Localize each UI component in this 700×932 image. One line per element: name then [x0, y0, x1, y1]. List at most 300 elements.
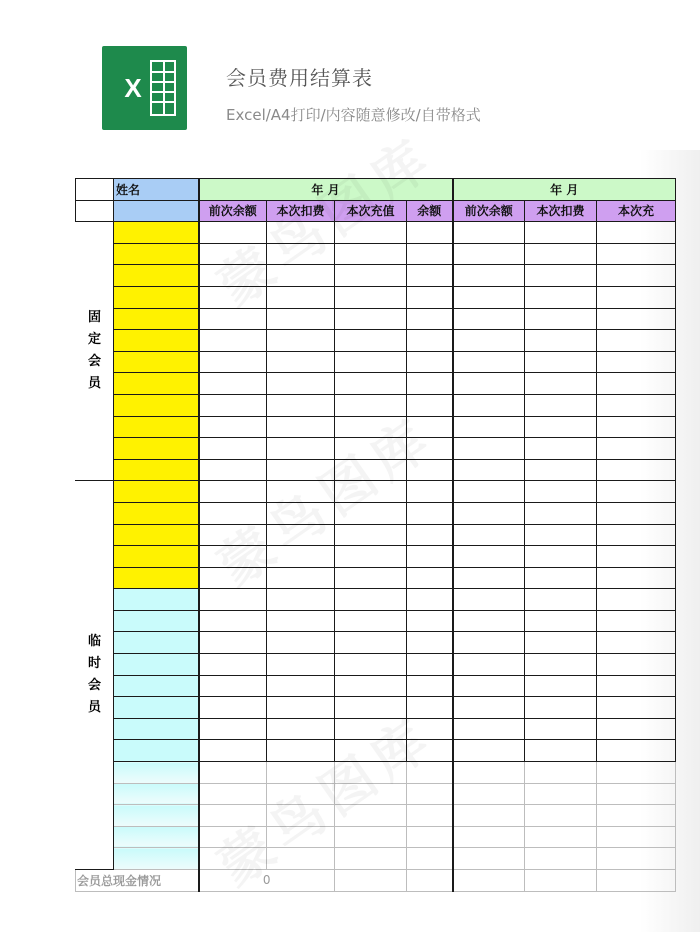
sub-header-prev-balance-2: 前次余额 [453, 200, 525, 222]
data-cell[interactable] [407, 762, 453, 784]
data-cell[interactable] [199, 524, 267, 546]
data-cell[interactable] [525, 286, 597, 308]
data-cell[interactable] [335, 697, 407, 719]
data-cell[interactable] [407, 740, 453, 762]
data-cell[interactable] [407, 416, 453, 438]
data-cell[interactable] [199, 373, 267, 395]
data-cell[interactable] [267, 243, 335, 265]
data-cell[interactable] [407, 394, 453, 416]
member-name-cell[interactable] [114, 610, 199, 632]
table-row [76, 697, 676, 719]
table-row [76, 546, 676, 568]
data-cell[interactable] [407, 351, 453, 373]
data-cell[interactable] [407, 783, 453, 805]
table-row [76, 654, 676, 676]
data-cell[interactable] [199, 654, 267, 676]
data-cell[interactable] [335, 459, 407, 481]
data-cell[interactable] [525, 697, 597, 719]
data-cell[interactable] [525, 265, 597, 287]
data-cell[interactable] [525, 610, 597, 632]
data-cell[interactable] [597, 610, 676, 632]
member-name-cell[interactable] [114, 740, 199, 762]
data-cell[interactable] [267, 567, 335, 589]
data-cell[interactable] [335, 783, 407, 805]
data-cell[interactable] [335, 567, 407, 589]
member-name-cell[interactable] [114, 783, 199, 805]
data-cell[interactable] [597, 243, 676, 265]
data-cell[interactable] [453, 416, 525, 438]
summary-row [76, 870, 676, 892]
data-cell[interactable] [453, 848, 525, 870]
data-cell[interactable] [199, 308, 267, 330]
data-cell[interactable] [267, 222, 335, 244]
data-cell[interactable] [199, 394, 267, 416]
data-cell[interactable] [199, 459, 267, 481]
data-cell[interactable] [597, 697, 676, 719]
data-cell[interactable] [597, 762, 676, 784]
summary-cell [407, 870, 453, 892]
data-cell[interactable] [335, 394, 407, 416]
month-header-2: 年 月 [453, 179, 676, 201]
data-cell[interactable] [267, 546, 335, 568]
data-cell[interactable] [407, 718, 453, 740]
data-cell[interactable] [199, 805, 267, 827]
data-cell[interactable] [453, 394, 525, 416]
excel-grid-icon [150, 60, 176, 116]
data-cell[interactable] [199, 848, 267, 870]
data-cell[interactable] [597, 718, 676, 740]
name-header: 姓名 [114, 179, 199, 201]
member-name-cell[interactable] [114, 394, 199, 416]
data-cell[interactable] [335, 438, 407, 460]
data-cell[interactable] [597, 416, 676, 438]
data-cell[interactable] [335, 848, 407, 870]
data-cell[interactable] [267, 524, 335, 546]
data-cell[interactable] [199, 438, 267, 460]
group-fixed-char: 员 [87, 376, 101, 392]
data-cell[interactable] [597, 632, 676, 654]
data-cell[interactable] [525, 308, 597, 330]
header-row-2 [76, 200, 676, 222]
table-row [76, 762, 676, 784]
data-cell[interactable] [597, 330, 676, 352]
data-cell[interactable] [407, 697, 453, 719]
data-cell[interactable] [407, 265, 453, 287]
data-cell[interactable] [525, 373, 597, 395]
data-cell[interactable] [407, 330, 453, 352]
data-cell[interactable] [597, 265, 676, 287]
data-cell[interactable] [407, 286, 453, 308]
data-cell[interactable] [199, 675, 267, 697]
member-name-cell[interactable] [114, 654, 199, 676]
table-row [76, 373, 676, 395]
data-cell[interactable] [597, 567, 676, 589]
data-cell[interactable] [407, 308, 453, 330]
data-cell[interactable] [525, 459, 597, 481]
data-cell[interactable] [267, 675, 335, 697]
table-row [76, 675, 676, 697]
data-cell[interactable] [525, 805, 597, 827]
data-cell[interactable] [597, 459, 676, 481]
member-name-cell[interactable] [114, 286, 199, 308]
data-cell[interactable] [453, 567, 525, 589]
data-cell[interactable] [525, 438, 597, 460]
data-cell[interactable] [267, 610, 335, 632]
data-cell[interactable] [525, 783, 597, 805]
data-cell[interactable] [597, 438, 676, 460]
sub-header-deduction-2: 本次扣费 [525, 200, 597, 222]
data-cell[interactable] [407, 546, 453, 568]
data-cell[interactable] [199, 351, 267, 373]
data-cell[interactable] [335, 610, 407, 632]
excel-logo-icon [102, 46, 187, 130]
member-name-cell[interactable] [114, 330, 199, 352]
data-cell[interactable] [199, 416, 267, 438]
table-row [76, 610, 676, 632]
table-row [76, 783, 676, 805]
data-cell[interactable] [453, 481, 525, 503]
data-cell[interactable] [407, 848, 453, 870]
data-cell[interactable] [199, 610, 267, 632]
data-cell[interactable] [267, 308, 335, 330]
data-cell[interactable] [453, 243, 525, 265]
corner-cell-2 [76, 200, 114, 222]
summary-cell [453, 870, 525, 892]
data-cell[interactable] [453, 308, 525, 330]
data-cell[interactable] [407, 654, 453, 676]
data-cell[interactable] [453, 459, 525, 481]
data-cell[interactable] [199, 589, 267, 611]
data-cell[interactable] [525, 740, 597, 762]
data-cell[interactable] [597, 502, 676, 524]
member-name-cell[interactable] [114, 718, 199, 740]
group-temp-char: 临 [87, 634, 101, 650]
data-cell[interactable] [525, 394, 597, 416]
data-cell[interactable] [199, 222, 267, 244]
member-name-cell[interactable] [114, 632, 199, 654]
data-cell[interactable] [267, 502, 335, 524]
group-fixed-char: 会 [87, 354, 101, 370]
data-cell[interactable] [407, 632, 453, 654]
table-row [76, 481, 676, 503]
member-name-cell[interactable] [114, 762, 199, 784]
member-name-cell[interactable] [114, 805, 199, 827]
sub-header-recharge-2: 本次充 [597, 200, 676, 222]
table-row [76, 286, 676, 308]
data-cell[interactable] [199, 330, 267, 352]
data-cell[interactable] [335, 243, 407, 265]
data-cell[interactable] [335, 351, 407, 373]
sub-header-prev-balance: 前次余额 [199, 200, 267, 222]
data-cell[interactable] [199, 286, 267, 308]
data-cell[interactable] [407, 459, 453, 481]
data-cell[interactable] [335, 373, 407, 395]
group-fixed-char: 固 [87, 310, 101, 326]
data-cell[interactable] [267, 330, 335, 352]
data-cell[interactable] [199, 567, 267, 589]
data-cell[interactable] [525, 351, 597, 373]
month-header-1: 年 月 [199, 179, 453, 201]
data-cell[interactable] [267, 740, 335, 762]
data-cell[interactable] [453, 826, 525, 848]
data-cell[interactable] [335, 632, 407, 654]
data-cell[interactable] [267, 351, 335, 373]
member-name-cell[interactable] [114, 567, 199, 589]
data-cell[interactable] [267, 654, 335, 676]
member-name-cell[interactable] [114, 438, 199, 460]
member-name-cell[interactable] [114, 373, 199, 395]
data-cell[interactable] [525, 243, 597, 265]
data-cell[interactable] [267, 632, 335, 654]
data-cell[interactable] [335, 762, 407, 784]
data-cell[interactable] [407, 826, 453, 848]
summary-cell [525, 870, 597, 892]
data-cell[interactable] [335, 416, 407, 438]
data-cell[interactable] [407, 438, 453, 460]
data-cell[interactable] [597, 373, 676, 395]
data-cell[interactable] [199, 762, 267, 784]
data-cell[interactable] [407, 481, 453, 503]
member-name-cell[interactable] [114, 265, 199, 287]
data-cell[interactable] [525, 524, 597, 546]
data-cell[interactable] [525, 416, 597, 438]
summary-cell [597, 870, 676, 892]
data-cell[interactable] [407, 675, 453, 697]
data-cell[interactable] [407, 589, 453, 611]
data-cell[interactable] [335, 546, 407, 568]
table-row [76, 805, 676, 827]
data-cell[interactable] [597, 675, 676, 697]
member-name-cell[interactable] [114, 546, 199, 568]
data-cell[interactable] [453, 718, 525, 740]
member-name-cell[interactable] [114, 524, 199, 546]
data-cell[interactable] [267, 286, 335, 308]
data-cell[interactable] [407, 373, 453, 395]
table-row [76, 524, 676, 546]
data-cell[interactable] [267, 697, 335, 719]
member-name-cell[interactable] [114, 675, 199, 697]
header-row-1 [76, 179, 676, 201]
data-cell[interactable] [597, 351, 676, 373]
table-row [76, 567, 676, 589]
data-cell[interactable] [267, 848, 335, 870]
summary-label: 会员总现金情况 [76, 870, 199, 892]
data-cell[interactable] [525, 848, 597, 870]
data-cell[interactable] [407, 610, 453, 632]
member-name-cell[interactable] [114, 243, 199, 265]
group-temp-char: 时 [87, 656, 101, 672]
data-cell[interactable] [525, 222, 597, 244]
data-cell[interactable] [453, 265, 525, 287]
data-cell[interactable] [267, 826, 335, 848]
table-row [76, 222, 676, 244]
data-cell[interactable] [453, 654, 525, 676]
data-cell[interactable] [453, 762, 525, 784]
data-cell[interactable] [525, 330, 597, 352]
data-cell[interactable] [335, 286, 407, 308]
data-cell[interactable] [267, 459, 335, 481]
member-name-cell[interactable] [114, 848, 199, 870]
table-row [76, 330, 676, 352]
data-cell[interactable] [199, 718, 267, 740]
excel-logo-letter: X [124, 73, 142, 103]
group-temp-char: 会 [87, 678, 101, 694]
data-cell[interactable] [335, 826, 407, 848]
data-cell[interactable] [199, 632, 267, 654]
data-cell[interactable] [525, 826, 597, 848]
spreadsheet [75, 178, 655, 932]
table-row [76, 459, 676, 481]
data-cell[interactable] [407, 502, 453, 524]
data-cell[interactable] [525, 632, 597, 654]
data-cell[interactable] [267, 589, 335, 611]
summary-cell [335, 870, 407, 892]
data-cell[interactable] [453, 438, 525, 460]
data-cell[interactable] [267, 438, 335, 460]
summary-value: 0 [199, 870, 335, 892]
data-cell[interactable] [335, 718, 407, 740]
data-cell[interactable] [335, 222, 407, 244]
table-row [76, 848, 676, 870]
data-cell[interactable] [407, 524, 453, 546]
data-cell[interactable] [453, 589, 525, 611]
data-cell[interactable] [199, 740, 267, 762]
data-cell[interactable] [335, 330, 407, 352]
data-cell[interactable] [335, 481, 407, 503]
data-cell[interactable] [199, 826, 267, 848]
data-cell[interactable] [597, 286, 676, 308]
data-cell[interactable] [597, 308, 676, 330]
data-cell[interactable] [597, 805, 676, 827]
member-name-cell[interactable] [114, 351, 199, 373]
member-name-cell[interactable] [114, 222, 199, 244]
data-cell[interactable] [597, 546, 676, 568]
data-cell[interactable] [525, 546, 597, 568]
data-cell[interactable] [199, 783, 267, 805]
data-cell[interactable] [267, 373, 335, 395]
data-cell[interactable] [453, 697, 525, 719]
table-row [76, 243, 676, 265]
data-cell[interactable] [267, 416, 335, 438]
data-cell[interactable] [597, 394, 676, 416]
data-cell[interactable] [525, 718, 597, 740]
data-cell[interactable] [597, 826, 676, 848]
data-cell[interactable] [407, 805, 453, 827]
data-cell[interactable] [267, 805, 335, 827]
table-row [76, 632, 676, 654]
data-cell[interactable] [407, 243, 453, 265]
group-fixed-members [76, 222, 114, 481]
data-cell[interactable] [453, 632, 525, 654]
data-cell[interactable] [267, 481, 335, 503]
member-name-cell[interactable] [114, 697, 199, 719]
table-row [76, 265, 676, 287]
data-cell[interactable] [597, 589, 676, 611]
member-name-cell[interactable] [114, 416, 199, 438]
member-name-cell[interactable] [114, 826, 199, 848]
data-cell[interactable] [597, 783, 676, 805]
data-cell[interactable] [597, 481, 676, 503]
data-cell[interactable] [267, 783, 335, 805]
data-cell[interactable] [199, 697, 267, 719]
data-cell[interactable] [407, 222, 453, 244]
member-name-cell[interactable] [114, 502, 199, 524]
data-cell[interactable] [597, 654, 676, 676]
data-cell[interactable] [267, 265, 335, 287]
data-cell[interactable] [335, 308, 407, 330]
data-cell[interactable] [267, 718, 335, 740]
data-cell[interactable] [335, 265, 407, 287]
table-row [76, 740, 676, 762]
data-cell[interactable] [597, 524, 676, 546]
member-name-cell[interactable] [114, 308, 199, 330]
data-cell[interactable] [597, 740, 676, 762]
data-cell[interactable] [267, 394, 335, 416]
data-cell[interactable] [525, 567, 597, 589]
group-fixed-char: 定 [87, 332, 101, 348]
member-name-cell[interactable] [114, 589, 199, 611]
table-row [76, 394, 676, 416]
data-cell[interactable] [453, 524, 525, 546]
table-row [76, 826, 676, 848]
sub-header-recharge: 本次充值 [335, 200, 407, 222]
member-name-cell[interactable] [114, 459, 199, 481]
data-cell[interactable] [453, 351, 525, 373]
data-cell[interactable] [597, 848, 676, 870]
data-cell[interactable] [335, 524, 407, 546]
data-cell[interactable] [199, 243, 267, 265]
data-cell[interactable] [267, 762, 335, 784]
data-cell[interactable] [453, 675, 525, 697]
data-cell[interactable] [335, 654, 407, 676]
data-cell[interactable] [597, 222, 676, 244]
data-cell[interactable] [453, 502, 525, 524]
data-cell[interactable] [335, 502, 407, 524]
data-cell[interactable] [453, 373, 525, 395]
data-cell[interactable] [453, 610, 525, 632]
data-cell[interactable] [199, 546, 267, 568]
data-cell[interactable] [525, 481, 597, 503]
data-cell[interactable] [335, 740, 407, 762]
data-cell[interactable] [407, 567, 453, 589]
group-temp-char: 员 [87, 700, 101, 716]
data-cell[interactable] [335, 589, 407, 611]
data-cell[interactable] [453, 805, 525, 827]
name-subheader [114, 200, 199, 222]
data-cell[interactable] [453, 222, 525, 244]
data-cell[interactable] [525, 675, 597, 697]
data-cell[interactable] [453, 783, 525, 805]
data-cell[interactable] [199, 502, 267, 524]
table-row [76, 351, 676, 373]
document-title: 会员费用结算表 [226, 66, 373, 90]
data-cell[interactable] [453, 740, 525, 762]
group-temp-members [76, 481, 114, 870]
data-cell[interactable] [453, 546, 525, 568]
data-cell[interactable] [453, 286, 525, 308]
data-cell[interactable] [525, 502, 597, 524]
data-cell[interactable] [525, 762, 597, 784]
data-cell[interactable] [335, 675, 407, 697]
data-cell[interactable] [525, 654, 597, 676]
data-cell[interactable] [335, 805, 407, 827]
member-name-cell[interactable] [114, 481, 199, 503]
sub-header-balance: 余额 [407, 200, 453, 222]
data-cell[interactable] [453, 330, 525, 352]
data-cell[interactable] [199, 481, 267, 503]
data-cell[interactable] [525, 589, 597, 611]
data-cell[interactable] [199, 265, 267, 287]
